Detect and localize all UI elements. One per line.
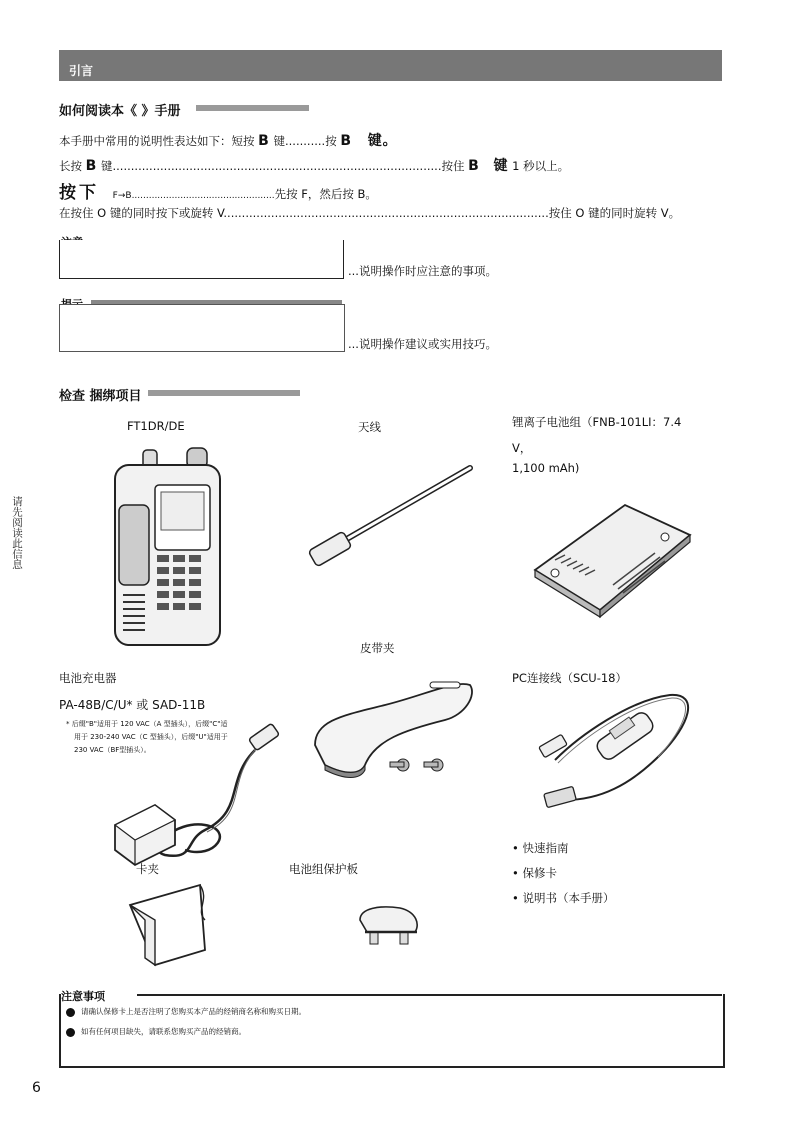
page-number: 6 bbox=[32, 1080, 41, 1096]
bullet-item-manual: • 说明书（本手册） bbox=[512, 891, 615, 905]
antenna-caption: 天线 bbox=[358, 420, 381, 434]
card-holder-caption: 卡夹 bbox=[136, 862, 159, 876]
bullet-dot-icon bbox=[66, 1008, 75, 1017]
charger-footnote: * 后缀"B"适用于 120 VAC（A 型插头），后缀"C"适 用于 230-240 VAC（C 型插头），后缀"U"适用于 230 VAC（BF型插头）。 bbox=[66, 720, 228, 754]
belt-clip-illustration bbox=[305, 670, 480, 780]
tip-box bbox=[59, 304, 345, 352]
caution-box bbox=[59, 240, 344, 279]
battery-cover-illustration bbox=[355, 900, 425, 955]
tip-description: ...说明操作建议或实用技巧。 bbox=[348, 337, 497, 351]
antenna-illustration bbox=[305, 460, 480, 570]
battery-caption-line2: V， bbox=[512, 441, 532, 455]
battery-pack-illustration bbox=[525, 495, 695, 620]
caution-description: ...说明操作时应注意的事项。 bbox=[348, 264, 497, 278]
bundled-title-underline-bar bbox=[148, 390, 300, 396]
radio-illustration bbox=[105, 440, 230, 650]
battery-caption-line1: 锂离子电池组（FNB-101LI：7.4 bbox=[512, 415, 682, 429]
charger-caption: 电池充电器 bbox=[59, 671, 117, 685]
pc-cable-caption: PC连接线（SCU-18） bbox=[512, 671, 627, 685]
bullet-item-warranty: • 保修卡 bbox=[512, 866, 557, 880]
rotate-line: 在按住 O 键的同时按下或旋转 V.........................................................................................按住 O 键的同时旋转 V。 bbox=[59, 206, 681, 220]
notice-item: 如有任何项目缺失，请联系您购买产品的经销商。 bbox=[66, 1026, 246, 1037]
bullet-dot-icon bbox=[66, 1028, 75, 1037]
belt-clip-caption: 皮带夹 bbox=[360, 641, 395, 655]
title-underline-bar bbox=[196, 105, 309, 111]
battery-cover-caption: 电池组保护板 bbox=[289, 862, 358, 876]
notice-label: 注意事项 bbox=[61, 990, 105, 1003]
pc-cable-illustration bbox=[520, 685, 695, 820]
notice-item: 请确认保修卡上是否注明了您购买本产品的经销商名称和购买日期。 bbox=[66, 1006, 306, 1017]
short-press-line: 本手册中常用的说明性表达如下：短按 B 键...........按 B 键。 bbox=[59, 133, 398, 149]
charger-model-caption: PA-48B/C/U* 或 SAD-11B bbox=[59, 698, 206, 712]
press-sequence-line: 按下 F→B..................................................先按 F，然后按 B。 bbox=[59, 183, 377, 203]
bundled-items-title: 检查 捆绑项目 bbox=[59, 389, 142, 404]
radio-caption: FT1DR/DE bbox=[127, 419, 185, 433]
section-header-bar bbox=[59, 50, 722, 81]
section-header-title: 引言 bbox=[69, 64, 94, 78]
bullet-item-quick-guide: • 快速指南 bbox=[512, 841, 569, 855]
charger-illustration bbox=[105, 720, 290, 880]
battery-caption-line3: 1,100 mAh) bbox=[512, 461, 580, 475]
card-holder-illustration bbox=[125, 880, 220, 970]
how-to-read-title: 如何阅读本《 》手册 bbox=[59, 104, 181, 119]
side-section-label: 请先阅读此信息 bbox=[11, 496, 23, 570]
long-press-line: 长按 B 键..........................................................................................按住 B 键 1 秒以上。 bbox=[59, 158, 570, 174]
